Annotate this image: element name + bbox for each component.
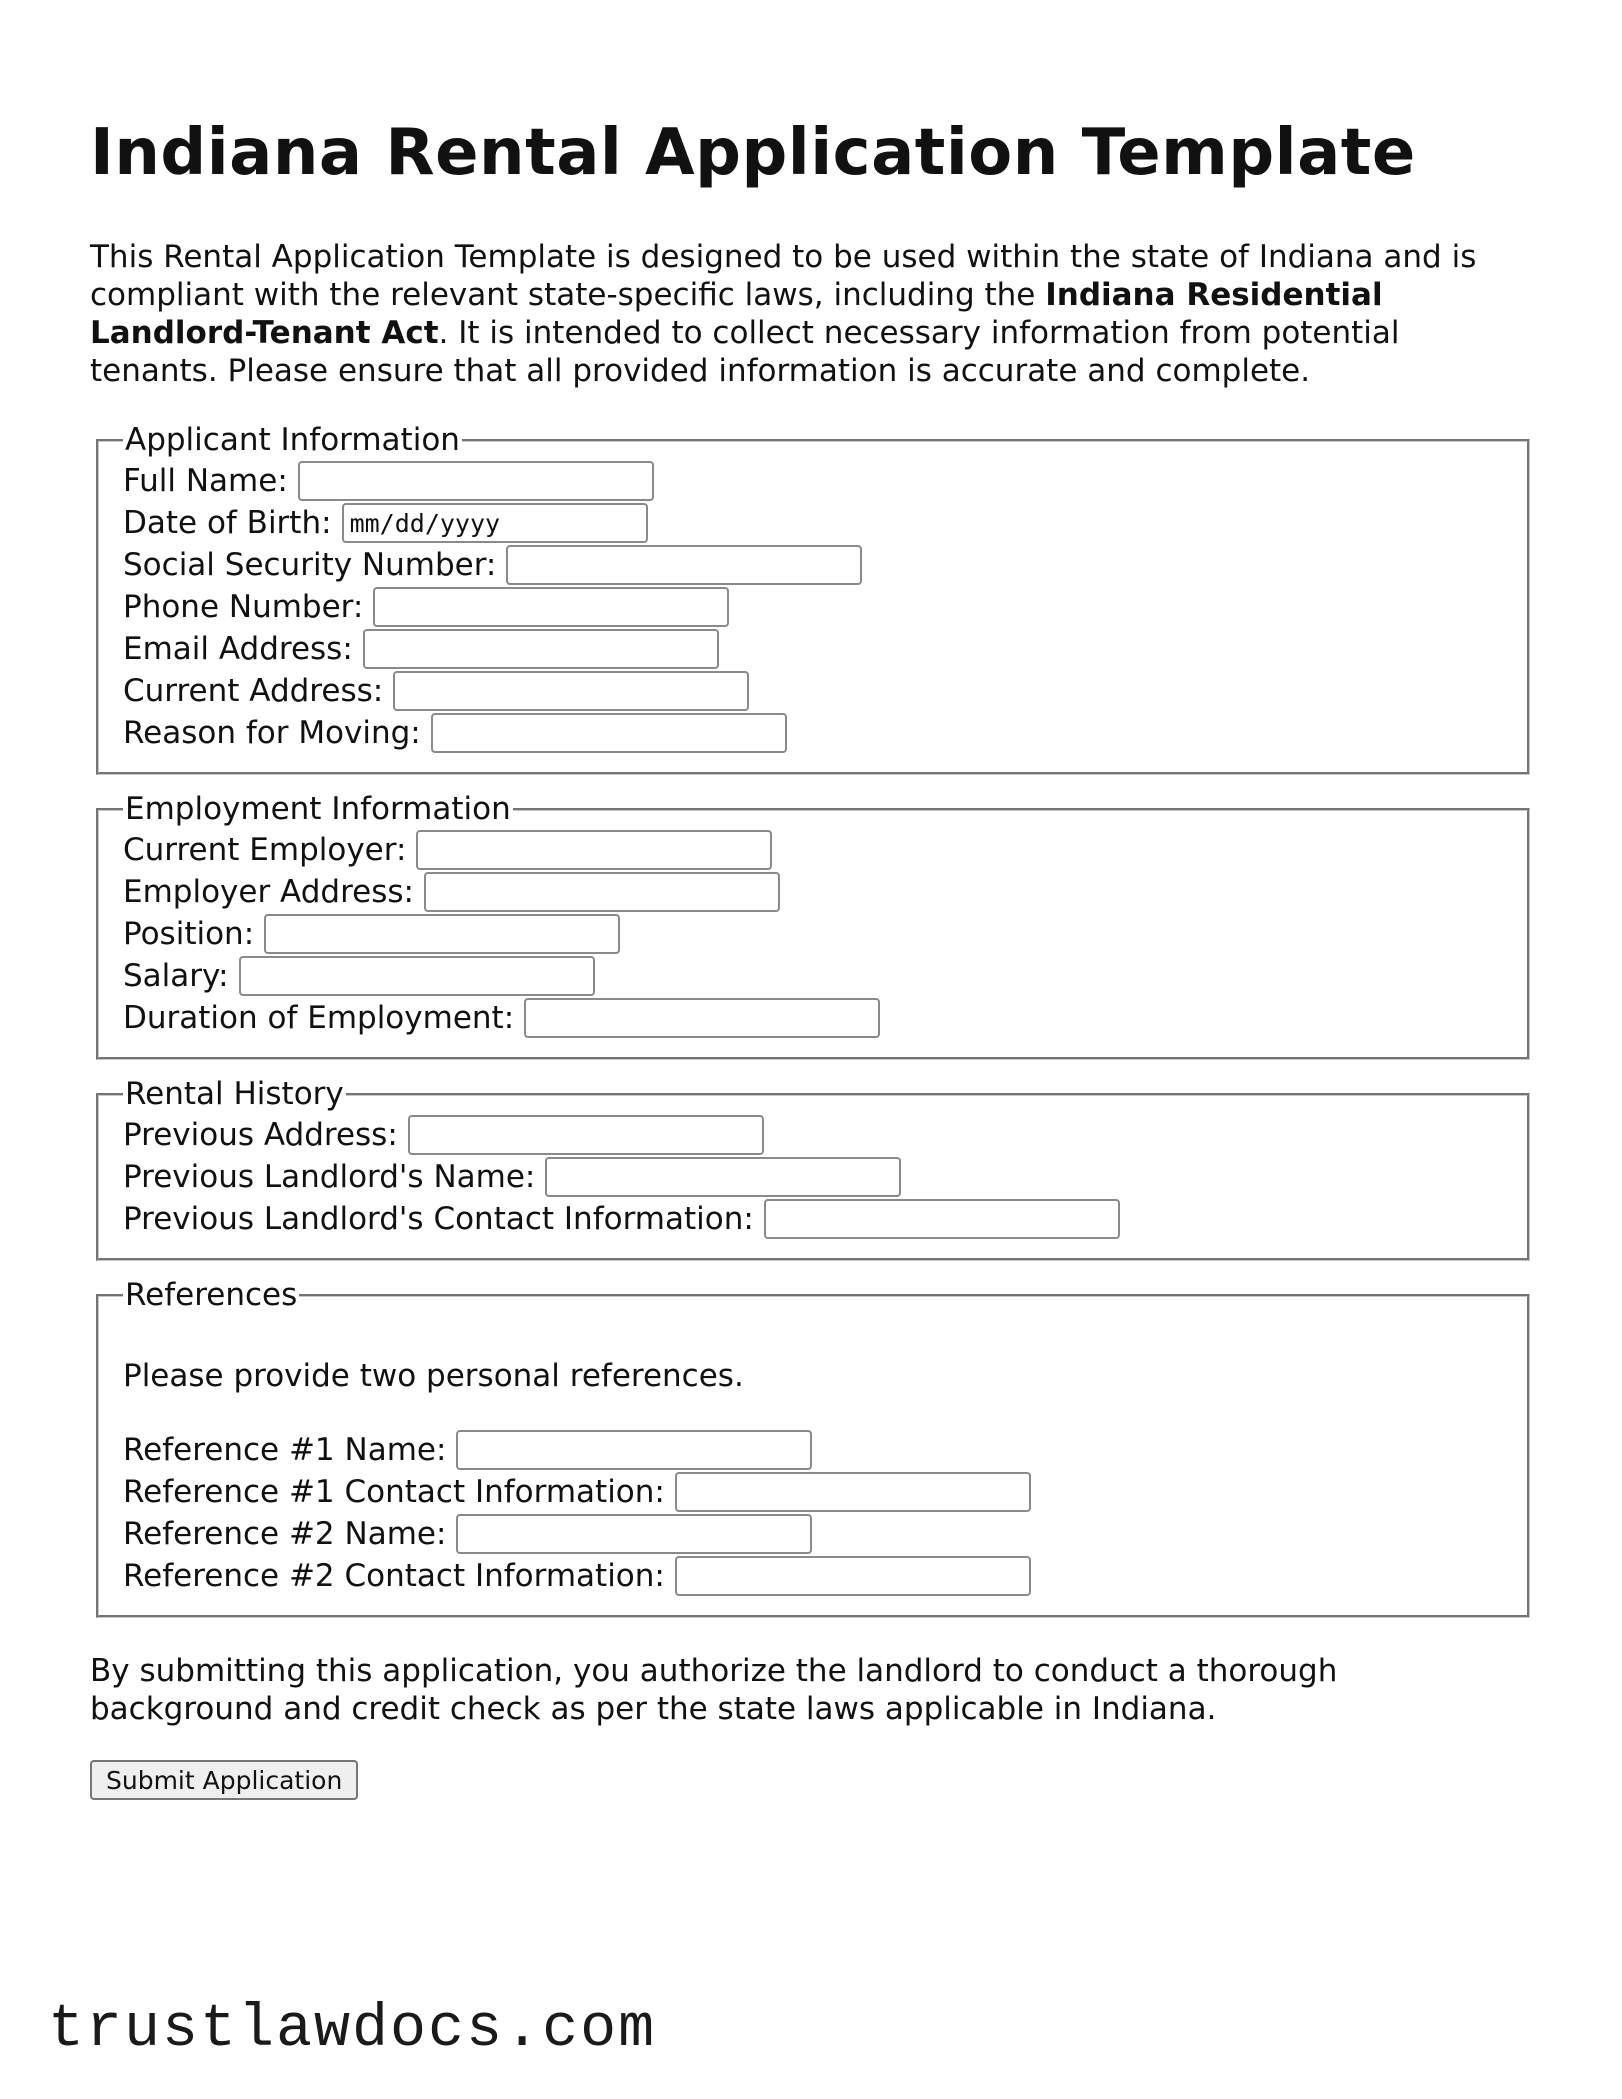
phone-input[interactable]: [373, 587, 729, 627]
full-name-input[interactable]: [298, 461, 654, 501]
phone-row: [123, 586, 1503, 628]
previous-address-row: [123, 1114, 1503, 1156]
ssn-label: Social Security Number:: [123, 547, 497, 583]
email-label: Email Address:: [123, 631, 353, 667]
previous-landlord-name-label: Previous Landlord's Name:: [123, 1159, 536, 1195]
position-label: Position:: [123, 916, 255, 952]
phone-label: Phone Number:: [123, 589, 364, 625]
ssn-input[interactable]: [506, 545, 862, 585]
rental-history-section: [96, 1076, 1530, 1261]
current-employer-row: [123, 829, 1503, 871]
reason-for-moving-row: [123, 712, 1503, 754]
intro-text-before: This Rental Application Template is designed to be used within the state of Indiana and is compliant with the relevant state-specific laws, including the: [90, 239, 1477, 313]
rental-application-page: [90, 112, 1530, 1800]
reference-1-name-row: [123, 1429, 1503, 1471]
current-address-input[interactable]: [393, 671, 749, 711]
rental-history-legend: Rental History: [125, 1076, 344, 1112]
reference-2-contact-input[interactable]: [675, 1556, 1031, 1596]
reason-for-moving-input[interactable]: [431, 713, 787, 753]
date-of-birth-label: Date of Birth:: [123, 505, 332, 541]
current-address-row: [123, 670, 1503, 712]
employer-address-label: Employer Address:: [123, 874, 414, 910]
intro-act-name: Indiana Residential Landlord-Tenant Act: [90, 277, 1383, 351]
applicant-information-section: [96, 422, 1530, 775]
date-of-birth-input[interactable]: [342, 503, 648, 543]
previous-landlord-contact-row: [123, 1198, 1503, 1240]
email-input[interactable]: [363, 629, 719, 669]
full-name-row: [123, 460, 1503, 502]
email-row: [123, 628, 1503, 670]
current-employer-label: Current Employer:: [123, 832, 407, 868]
previous-address-label: Previous Address:: [123, 1117, 398, 1153]
employer-address-row: [123, 871, 1503, 913]
reference-1-name-label: Reference #1 Name:: [123, 1432, 447, 1468]
duration-of-employment-input[interactable]: [524, 998, 880, 1038]
reference-2-name-input[interactable]: [456, 1514, 812, 1554]
duration-of-employment-row: [123, 997, 1503, 1039]
references-note: Please provide two personal references.: [123, 1358, 744, 1394]
position-row: [123, 913, 1503, 955]
current-employer-input[interactable]: [416, 830, 772, 870]
ssn-row: [123, 544, 1503, 586]
previous-address-input[interactable]: [408, 1115, 764, 1155]
position-input[interactable]: [264, 914, 620, 954]
page-title: Indiana Rental Application Template: [90, 116, 1416, 190]
references-legend: References: [125, 1277, 298, 1313]
previous-landlord-name-row: [123, 1156, 1503, 1198]
watermark-text: trustlawdocs.com: [48, 1996, 657, 2064]
employer-address-input[interactable]: [424, 872, 780, 912]
reference-2-contact-row: [123, 1555, 1503, 1597]
authorization-statement: By submitting this application, you authorize the landlord to conduct a thorough background and credit check as per the state laws applicable in Indiana.: [90, 1653, 1338, 1727]
reference-1-name-input[interactable]: [456, 1430, 812, 1470]
reference-1-contact-input[interactable]: [675, 1472, 1031, 1512]
current-address-label: Current Address:: [123, 673, 384, 709]
previous-landlord-contact-input[interactable]: [764, 1199, 1120, 1239]
reference-2-name-row: [123, 1513, 1503, 1555]
reason-for-moving-label: Reason for Moving:: [123, 715, 421, 751]
intro-paragraph: [90, 238, 1530, 390]
rental-application-form: [90, 422, 1530, 1800]
previous-landlord-name-input[interactable]: [545, 1157, 901, 1197]
intro-text-after: . It is intended to collect necessary information from potential tenants. Please ensure that all provided information is accurate and complete.: [90, 315, 1400, 389]
references-section: [96, 1277, 1530, 1618]
duration-of-employment-label: Duration of Employment:: [123, 1000, 515, 1036]
previous-landlord-contact-label: Previous Landlord's Contact Information:: [123, 1201, 754, 1237]
reference-1-contact-label: Reference #1 Contact Information:: [123, 1474, 665, 1510]
reference-1-contact-row: [123, 1471, 1503, 1513]
reference-2-name-label: Reference #2 Name:: [123, 1516, 447, 1552]
submit-application-button[interactable]: Submit Application: [90, 1760, 358, 1800]
employment-information-legend: Employment Information: [125, 791, 511, 827]
applicant-information-legend: Applicant Information: [125, 422, 460, 458]
date-of-birth-row: [123, 502, 1503, 544]
salary-label: Salary:: [123, 958, 229, 994]
full-name-label: Full Name:: [123, 463, 288, 499]
salary-input[interactable]: [239, 956, 595, 996]
reference-2-contact-label: Reference #2 Contact Information:: [123, 1558, 665, 1594]
salary-row: [123, 955, 1503, 997]
employment-information-section: [96, 791, 1530, 1060]
